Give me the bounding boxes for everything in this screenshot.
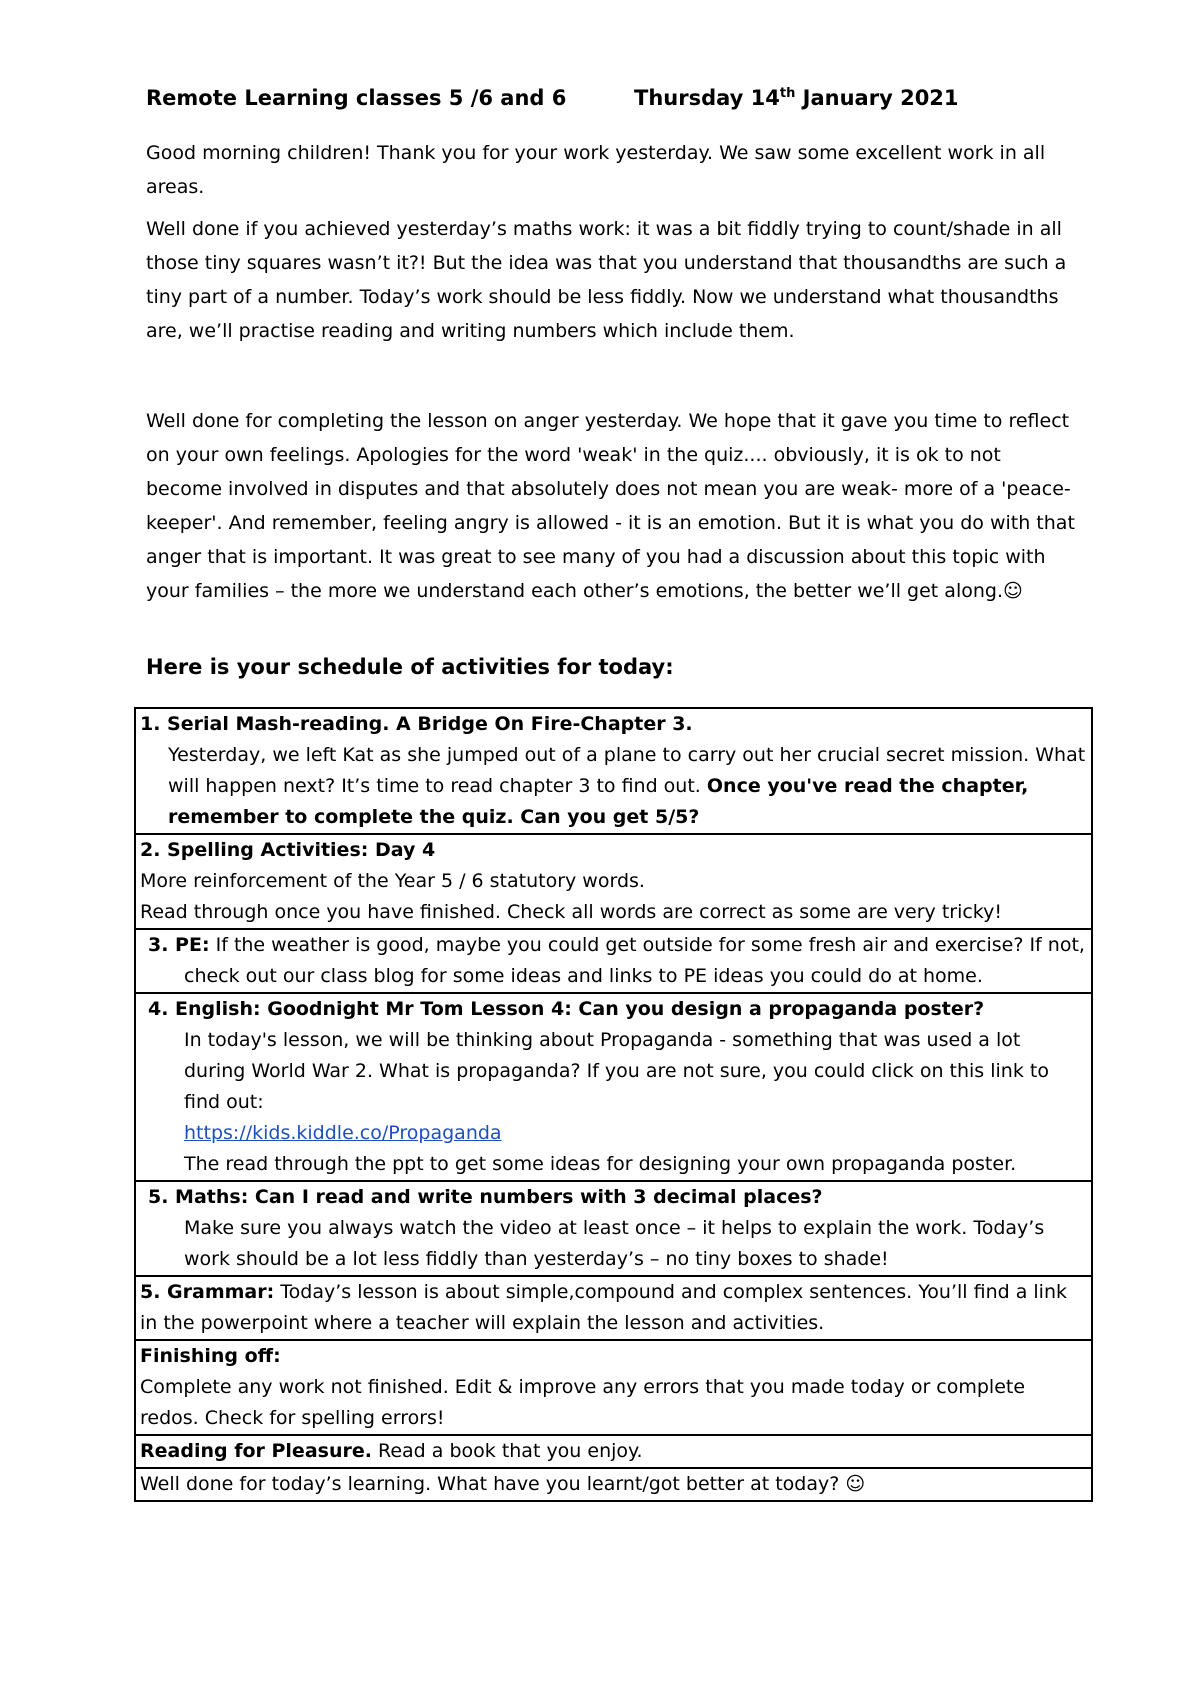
page-title: [146, 86, 1046, 110]
schedule-cell-spelling: [135, 834, 1092, 929]
schedule-cell-reading-pleasure: [135, 1435, 1092, 1468]
schedule-row-3: [135, 929, 1092, 993]
title-text: Remote Learning classes 5 /6 and 6: [146, 86, 567, 110]
date-superscript: th: [779, 86, 796, 101]
schedule-cell-grammar: [135, 1276, 1092, 1340]
schedule-cell-closing: [135, 1468, 1092, 1501]
date-suffix: January 2021: [795, 86, 959, 110]
item2-line-1: More reinforcement of the Year 5 / 6 statutory words.: [140, 870, 645, 892]
schedule-row-5: [135, 1181, 1092, 1276]
reading-label: Reading for Pleasure.: [140, 1440, 372, 1462]
schedule-cell-finishing: [135, 1340, 1092, 1435]
closing-text: Well done for today’s learning. What have you learnt/got better at today? ☺: [140, 1473, 866, 1495]
title-date: [634, 86, 959, 110]
item6-text: Today’s lesson is about simple,compound and complex sentences. You’ll find a link in the powerpoint where a teacher will explain the lesson and activities.: [140, 1281, 1068, 1334]
intro-paragraph-1: Good morning children! Thank you for your work yesterday. We saw some excellent work in all areas.: [146, 142, 1046, 198]
item4-text: In today's lesson, we will be thinking about Propaganda - something that was used a lot during World War 2. What is propaganda? If you are not sure, you could click on this link to find out:: [184, 1029, 1049, 1113]
schedule-row-4: [135, 993, 1092, 1181]
item2-line-2: Read through once you have finished. Check all words are correct as some are very tricky!: [140, 901, 1002, 923]
item1-body: [140, 740, 1087, 833]
intro-paragraph-2: Well done if you achieved yesterday’s maths work: it was a bit fiddly trying to count/shade in all those tiny squares wasn’t it?! But the idea was that you understand that thousandths are such a tiny part of a number. Today’s work should be less fiddly. Now we understand what thousandths are, we’ll practise reading and writing numbers which include them.: [146, 218, 1067, 342]
schedule-row-2: [135, 834, 1092, 929]
finishing-label: Finishing off:: [140, 1345, 281, 1367]
propaganda-link[interactable]: https://kids.kiddle.co/Propaganda: [184, 1122, 502, 1144]
schedule-row-8: [135, 1435, 1092, 1468]
finishing-text: Complete any work not finished. Edit & improve any errors that you made today or complete redos. Check for spelling errors!: [140, 1376, 1026, 1429]
item1-quiz-note: Once you've read the chapter, remember to complete the quiz. Can you get 5/5?: [168, 775, 1029, 828]
item3-text: If the weather is good, maybe you could get outside for some fresh air and exercise? If not, check out our class blog for some ideas and links to PE ideas you could do at home.: [184, 934, 1085, 987]
item6-label: 5. Grammar:: [140, 1281, 275, 1303]
schedule-row-6: [135, 1276, 1092, 1340]
schedule-cell-pe: [135, 929, 1092, 993]
item3-content: [140, 930, 1087, 992]
schedule-row-1: [135, 708, 1092, 834]
schedule-cell-english: [135, 993, 1092, 1181]
item1-title: 1. Serial Mash-reading. A Bridge On Fire-Chapter 3.: [140, 713, 693, 735]
item4-after: The read through the ppt to get some ideas for designing your own propaganda poster.: [184, 1153, 1017, 1175]
item3-label: 3. PE:: [148, 934, 210, 956]
date-prefix: Thursday 14: [634, 86, 780, 110]
reading-text: Read a book that you enjoy.: [378, 1440, 643, 1462]
schedule-row-7: [135, 1340, 1092, 1435]
item4-title: 4. English: Goodnight Mr Tom Lesson 4: Can you design a propaganda poster?: [148, 998, 985, 1020]
schedule-heading: Here is your schedule of activities for today:: [146, 655, 674, 679]
item1-text: Yesterday, we left Kat as she jumped out of a plane to carry out her crucial secret mission. What will happen next? It’s time to read chapter 3 to find out.: [168, 744, 1086, 797]
item2-title: 2. Spelling Activities: Day 4: [140, 839, 436, 861]
schedule-table: [134, 707, 1093, 1502]
schedule-row-9: [135, 1468, 1092, 1501]
item5-text: Make sure you always watch the video at least once – it helps to explain the work. Today’s work should be a lot less fiddly than yesterday’s – no tiny boxes to shade!: [184, 1217, 1045, 1270]
schedule-cell-maths: [135, 1181, 1092, 1276]
schedule-cell-reading: [135, 708, 1092, 834]
item5-title: 5. Maths: Can I read and write numbers with 3 decimal places?: [148, 1186, 823, 1208]
intro-paragraph-3: Well done for completing the lesson on anger yesterday. We hope that it gave you time to reflect on your own feelings. Apologies for the word 'weak' in the quiz.... obviously, it is ok to not become involved in disputes and that absolutely does not mean you are weak- more of a 'peace-keeper'. And remember, feeling angry is allowed - it is an emotion. But it is what you do with that anger that is important. It was great to see many of you had a discussion about this topic with your families – the more we understand each other’s emotions, the better we’ll get along.☺: [146, 410, 1075, 602]
item4-link-row: [140, 1118, 1087, 1149]
